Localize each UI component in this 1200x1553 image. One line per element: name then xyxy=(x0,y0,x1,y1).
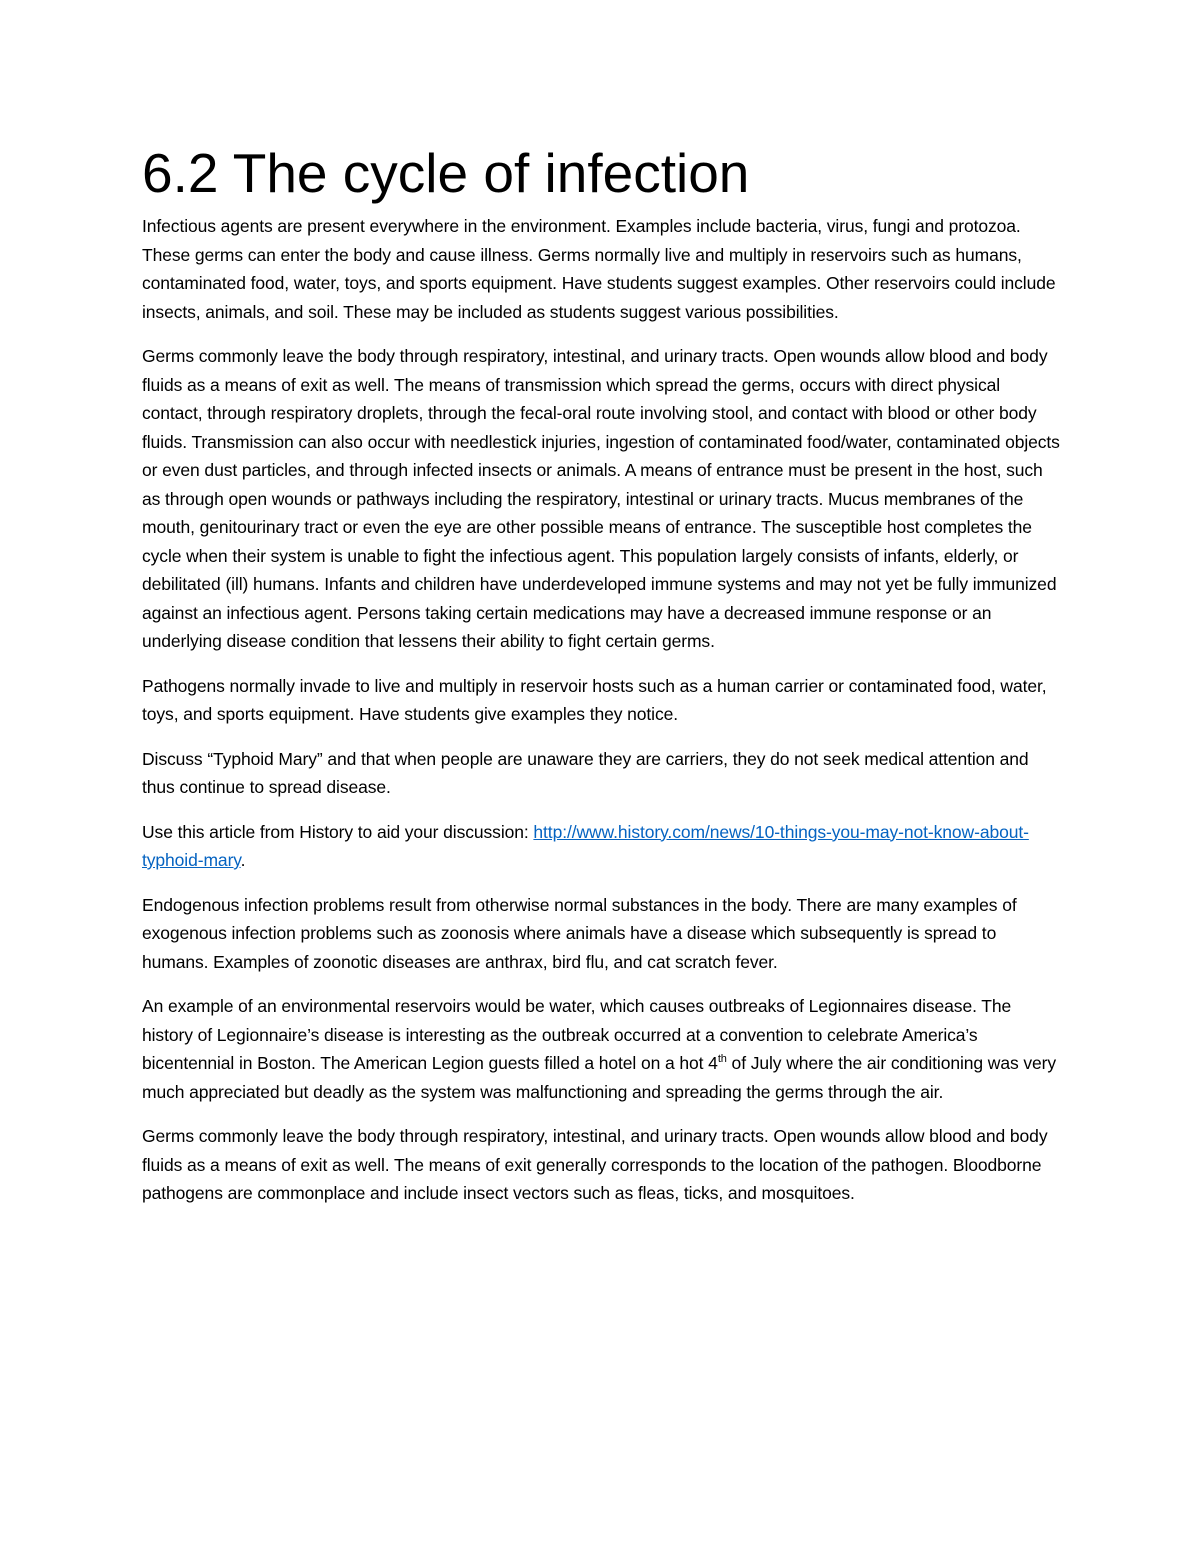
paragraph-bloodborne-pathogens: Germs commonly leave the body through respiratory, intestinal, and urinary tracts. Open wounds allow blood and body fluids as a means of exit as well. The means of exit generally corresponds to the location of the pathogen. Bloodborne pathogens are commonplace and include insect vectors such as fleas, ticks, and mosquitoes. xyxy=(142,1126,1048,1203)
paragraph-germs-leave-body: Germs commonly leave the body through respiratory, intestinal, and urinary tracts. Open wounds allow blood and body fluids as a means of exit as well. The means of transmission which spread the germs, occurs with direct physical contact, through respiratory droplets, through the fecal-oral route involving stool, and contact with blood or other body fluids. Transmission can also occur with needlestick injuries, ingestion of contaminated food/water, contaminated objects or even dust particles, and through infected insects or animals. A means of entrance must be present in the host, such as through open wounds or pathways including the respiratory, intestinal or urinary tracts. Mucus membranes of the mouth, genitourinary tract or even the eye are other possible means of entrance. The susceptible host completes the cycle when their system is unable to fight the infectious agent. This population largely consists of infants, elderly, or debilitated (ill) humans. Infants and children have underdeveloped immune systems and may not yet be fully immunized against an infectious agent. Persons taking certain medications may have a decreased immune response or an underlying disease condition that lessens their ability to fight certain germs. xyxy=(142,346,1060,651)
history-article-suffix: . xyxy=(240,850,246,870)
history-article-prefix: Use this article from History to aid your discussion: xyxy=(142,821,534,842)
legionnaires-text-after: of July where the air conditioning was very much appreciated but deadly as the system was malfunctioning and spreading the germs through the air. xyxy=(142,1053,1057,1102)
ordinal-superscript: th xyxy=(717,1053,727,1066)
paragraph-history-article xyxy=(142,818,1062,875)
paragraph-pathogens-reservoir: Pathogens normally invade to live and multiply in reservoir hosts such as a human carrier or contaminated food, water, toys, and sports equipment. Have students give examples they notice. xyxy=(142,675,1047,724)
page-title: 6.2 The cycle of infection xyxy=(142,142,750,204)
paragraph-endogenous-infection: Endogenous infection problems result from otherwise normal substances in the body. There are many examples of exogenous infection problems such as zoonosis where animals have a disease which subsequently is spread to humans. Examples of zoonotic diseases are anthrax, bird flu, and cat scratch fever. xyxy=(142,894,1017,972)
history-article-link[interactable]: http://www.history.com/news/10-things-you-may-not-know-about-typhoid-mary xyxy=(142,821,1029,870)
paragraph-typhoid-mary: Discuss “Typhoid Mary” and that when people are unaware they are carriers, they do not seek medical attention and thus continue to spread disease. xyxy=(142,748,1029,797)
document-page xyxy=(142,138,1062,1224)
paragraph-legionnaires xyxy=(142,992,1062,1106)
paragraph-infectious-agents: Infectious agents are present everywhere in the environment. Examples include bacteria, virus, fungi and protozoa. These germs can enter the body and cause illness. Germs normally live and multiply in reservoirs such as humans, contaminated food, water, toys, and sports equipment. Have students suggest examples. Other reservoirs could include insects, animals, and soil. These may be included as students suggest various possibilities. xyxy=(142,216,1056,322)
legionnaires-text-before: An example of an environmental reservoirs would be water, which causes outbreaks of Legionnaires disease. The history of Legionnaire’s disease is interesting as the outbreak occurred at a convention to celebrate America’s bicentennial in Boston. The American Legion guests filled a hotel on a hot 4 xyxy=(142,996,1012,1073)
